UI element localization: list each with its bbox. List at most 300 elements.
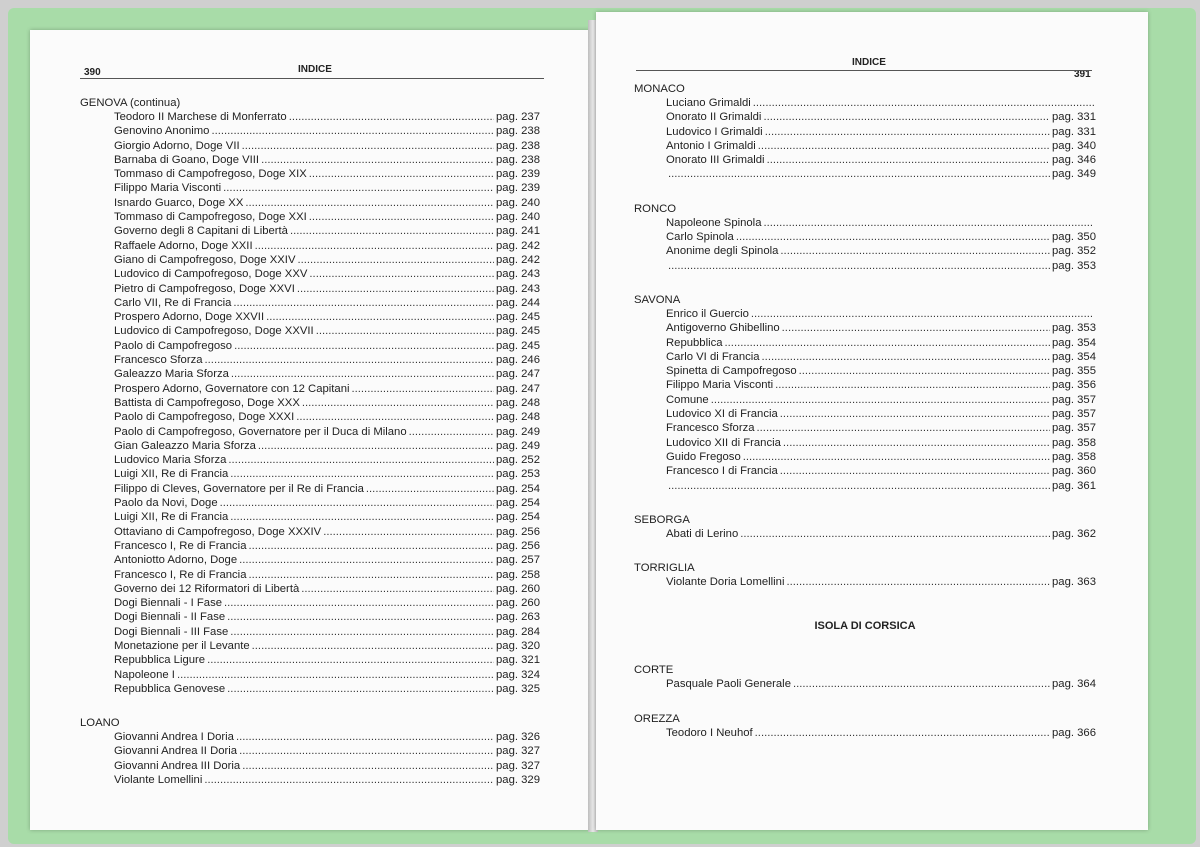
entry-page: pag. 349 [1052,168,1096,181]
section-gap [634,692,1096,712]
index-entry [634,436,1096,450]
dot-leader [211,124,494,138]
index-entry [80,653,540,667]
dot-leader [780,244,1050,258]
dot-leader [743,450,1050,464]
entry-name: Onorato II Grimaldi [666,111,762,124]
entry-page: pag. 258 [496,568,540,581]
entry-name: Filippo di Cleves, Governatore per il Re di Francia [114,482,364,495]
entry-page: pag. 363 [1052,576,1096,589]
index-entry [634,393,1096,407]
index-entry [634,378,1096,392]
index-entry [80,239,540,253]
dot-leader [242,759,494,773]
index-entry [80,425,540,439]
entry-page: pag. 248 [496,396,540,409]
dot-leader [758,139,1050,153]
entry-page: pag. 358 [1052,450,1096,463]
entry-page: pag. 247 [496,382,540,395]
entry-name: Onorato III Grimaldi [666,154,765,167]
section-gap [634,589,1096,619]
dot-leader [224,596,494,610]
dot-leader [711,393,1050,407]
dot-leader [255,239,494,253]
section-gap [634,633,1096,663]
entry-name: Teodoro I Neuhof [666,726,753,739]
dot-leader [290,224,494,238]
entry-page: pag. 353 [1052,259,1096,272]
entry-name: Pietro di Campofregoso, Doge XXVI [114,282,295,295]
entry-page: pag. 254 [496,511,540,524]
entry-name: Antonio I Grimaldi [666,139,756,152]
entry-page: pag. 350 [1052,231,1096,244]
index-entry [634,479,1096,493]
index-entry [80,367,540,381]
section-gap [634,273,1096,293]
index-entry [634,216,1096,230]
entry-page: pag. 364 [1052,678,1096,691]
dot-leader [242,139,494,153]
dot-leader [204,773,494,787]
dot-leader [231,367,494,381]
dot-leader [227,682,494,696]
index-entry [80,124,540,138]
dot-leader [309,210,494,224]
entry-name: Ludovico XII di Francia [666,436,781,449]
dot-leader [782,321,1050,335]
index-entry [80,625,540,639]
dot-leader [245,196,494,210]
entry-page: pag. 242 [496,239,540,252]
index-entry [80,582,540,596]
dot-leader [780,407,1050,421]
dot-leader [755,726,1050,740]
entry-page: pag. 243 [496,268,540,281]
index-entry [634,336,1096,350]
index-entry [80,382,540,396]
section-gap [80,696,540,716]
entry-page: pag. 243 [496,282,540,295]
entry-page: pag. 240 [496,211,540,224]
index-entry [80,253,540,267]
dot-leader [793,677,1050,691]
entry-page: pag. 329 [496,774,540,787]
entry-name: Paolo di Campofregoso, Governatore per il Duca di Milano [114,425,407,438]
entry-page: pag. 246 [496,354,540,367]
index-entry [80,296,540,310]
entry-name: Gian Galeazzo Maria Sforza [114,439,256,452]
entry-page: pag. 253 [496,468,540,481]
index-entry [80,682,540,696]
entry-name: Antoniotto Adorno, Doge [114,554,238,567]
index-entry [634,407,1096,421]
dot-leader [780,464,1050,478]
entry-name: Ludovico I Grimaldi [666,125,763,138]
index-entry [80,596,540,610]
entry-page: pag. 238 [496,139,540,152]
dot-leader [233,296,494,310]
index-entry [80,668,540,682]
entry-name: Napoleone I [114,668,175,681]
left-page-number: 390 [84,67,101,78]
right-page-header: INDICE [852,57,886,68]
dot-leader [316,324,494,338]
section-title: GENOVA (continua) [80,97,181,109]
index-entry [80,730,540,744]
index-entry [80,510,540,524]
index-entry [80,139,540,153]
dot-leader [227,610,494,624]
index-entry [634,153,1096,167]
entry-name: Repubblica [666,336,723,349]
index-entry [634,464,1096,478]
dot-leader [230,625,494,639]
entry-name: Dogi Biennali - II Fase [114,611,226,624]
section-gap [634,493,1096,513]
dot-leader [248,539,494,553]
entry-page: pag. 260 [496,582,540,595]
dot-leader [309,167,494,181]
entry-page: pag. 360 [1052,465,1096,478]
entry-name: Francesco Sforza [666,422,755,435]
index-entry [80,282,540,296]
entry-page: pag. 327 [496,759,540,772]
index-entry [80,310,540,324]
entry-page: pag. 361 [1052,479,1096,492]
index-entry [80,353,540,367]
dot-leader [668,479,1050,493]
entry-page: pag. 326 [496,731,540,744]
index-entry [80,324,540,338]
index-entry [80,181,540,195]
dot-leader [297,282,494,296]
entry-name: Luigi XII, Re di Francia [114,511,229,524]
index-entry [634,677,1096,691]
dot-leader [302,396,494,410]
dot-leader [234,339,494,353]
entry-page: pag. 263 [496,611,540,624]
entry-page: pag. 321 [496,654,540,667]
entry-page: pag. 254 [496,482,540,495]
entry-page: pag. 352 [1052,245,1096,258]
entry-name: Monetazione per il Levante [114,639,250,652]
dot-leader [763,110,1050,124]
entry-page: pag. 260 [496,597,540,610]
index-entry [80,759,540,773]
dot-leader [301,582,494,596]
entry-page: pag. 249 [496,439,540,452]
dot-leader [228,453,494,467]
entry-page: pag. 284 [496,625,540,638]
index-entry [634,421,1096,435]
entry-name: Prospero Adorno, Doge XXVII [114,311,265,324]
dot-leader [765,125,1050,139]
entry-name: Giorgio Adorno, Doge VII [114,139,240,152]
entry-name: Teodoro II Marchese di Monferrato [114,111,287,123]
entry-page: pag. 327 [496,745,540,758]
entry-name: Filippo Maria Visconti [666,379,774,392]
right-header-rule [636,70,1092,71]
entry-name: Francesco I, Re di Francia [114,568,247,581]
left-page [30,30,590,830]
dot-leader [763,216,1094,230]
entry-page: pag. 240 [496,196,540,209]
dot-leader [725,336,1050,350]
index-entry [634,350,1096,364]
section-title: CORTE [634,664,674,677]
entry-page: pag. 356 [1052,379,1096,392]
entry-page: pag. 245 [496,311,540,324]
dot-leader [409,425,494,439]
entry-name: Dogi Biennali - I Fase [114,597,222,610]
index-entry [634,364,1096,378]
entry-name: Governo degli 8 Capitani di Libertà [114,225,288,238]
index-entry [634,321,1096,335]
dot-leader [753,96,1094,110]
index-entry [80,773,540,787]
entry-page: pag. 357 [1052,393,1096,406]
dot-leader [775,378,1050,392]
entry-name: Napoleone Spinola [666,216,762,229]
section-gap [634,182,1096,202]
entry-page: pag. 357 [1052,422,1096,435]
index-entry [80,467,540,481]
entry-name: Violante Lomellini [114,774,203,787]
index-entry [634,96,1096,110]
entry-page: pag. 254 [496,497,540,510]
dot-leader [266,310,494,324]
entry-name: Repubblica Genovese [114,682,226,695]
entry-name: Carlo VI di Francia [666,350,760,363]
section-title: ISOLA DI CORSICA [814,620,916,633]
index-entry [80,396,540,410]
entry-page: pag. 340 [1052,139,1096,152]
dot-leader [783,436,1050,450]
entry-page: pag. 238 [496,153,540,166]
entry-name: Genovino Anonimo [114,125,210,138]
entry-page: pag. 346 [1052,154,1096,167]
entry-page: pag. 331 [1052,111,1096,124]
entry-name: Luigi XII, Re di Francia [114,468,229,481]
index-entry [634,230,1096,244]
dot-leader [239,744,494,758]
entry-name: Ottaviano di Campofregoso, Doge XXXIV [114,525,322,538]
entry-page: pag. 353 [1052,322,1096,335]
entry-page: pag. 239 [496,168,540,181]
left-index-list [80,96,540,787]
dot-leader [799,364,1050,378]
index-entry [634,125,1096,139]
entry-name: Barnaba di Goano, Doge VIII [114,153,260,166]
entry-name: Governo dei 12 Riformatori di Libertà [114,582,300,595]
index-entry [634,450,1096,464]
entry-name: Violante Doria Lomellini [666,576,785,589]
entry-name: Giovanni Andrea II Doria [114,745,238,758]
dot-leader [740,527,1050,541]
index-entry [634,307,1096,321]
dot-leader [252,639,494,653]
index-entry [80,196,540,210]
entry-name: Carlo VII, Re di Francia [114,296,232,309]
dot-leader [767,153,1050,167]
entry-name: Pasquale Paoli Generale [666,678,791,691]
entry-page: pag. 239 [496,182,540,195]
dot-leader [323,525,494,539]
entry-name: Battista di Campofregoso, Doge XXX [114,396,300,409]
entry-name: Isnardo Guarco, Doge XX [114,196,244,209]
entry-page: pag. 331 [1052,125,1096,138]
dot-leader [786,575,1050,589]
entry-name: Guido Fregoso [666,450,741,463]
index-entry [634,139,1096,153]
entry-page: pag. 366 [1052,726,1096,739]
entry-page: pag. 358 [1052,436,1096,449]
entry-page: pag. 256 [496,525,540,538]
entry-name: Giovanni Andrea I Doria [114,731,234,744]
right-index-list [634,82,1096,740]
entry-page: pag. 325 [496,682,540,695]
entry-name: Paolo da Novi, Doge [114,497,218,510]
dot-leader [762,350,1050,364]
entry-page: pag. 244 [496,296,540,309]
index-entry [80,224,540,238]
index-entry [80,553,540,567]
dot-leader [220,496,494,510]
entry-page: pag. 238 [496,125,540,138]
entry-name: Repubblica Ligure [114,654,206,667]
dot-leader [236,730,494,744]
entry-name: Raffaele Adorno, Doge XXII [114,239,253,252]
index-entry [80,610,540,624]
entry-page: pag. 354 [1052,336,1096,349]
entry-name: Galeazzo Maria Sforza [114,368,229,381]
index-entry [634,527,1096,541]
dot-leader [230,510,494,524]
dot-leader [289,110,494,124]
entry-name: Ludovico di Campofregoso, Doge XXVII [114,325,314,338]
index-entry [634,110,1096,124]
dot-leader [223,181,494,195]
entry-page: pag. 248 [496,411,540,424]
entry-name: Ludovico XI di Francia [666,408,778,421]
dot-leader [366,482,494,496]
section-title: OREZZA [634,712,680,725]
dot-leader [230,467,494,481]
dot-leader [296,410,494,424]
section-title: LOANO [80,717,120,730]
index-entry [80,410,540,424]
section-title: SAVONA [634,293,681,306]
entry-page: pag. 354 [1052,350,1096,363]
section-title: RONCO [634,202,677,215]
index-entry [634,575,1096,589]
left-header-rule [80,78,544,79]
entry-page: pag. 245 [496,325,540,338]
dot-leader [297,253,494,267]
dot-leader [736,230,1050,244]
entry-name: Luciano Grimaldi [666,97,751,109]
dot-leader [261,153,494,167]
index-entry [80,439,540,453]
entry-name: Abati di Lerino [666,527,739,540]
entry-page: pag. 324 [496,668,540,681]
entry-name: Tommaso di Campofregoso, Doge XIX [114,168,307,181]
entry-name: Filippo Maria Visconti [114,182,222,195]
entry-page: pag. 256 [496,539,540,552]
entry-page: pag. 320 [496,639,540,652]
left-page-header: INDICE [298,64,332,75]
entry-page: pag. 357 [1052,408,1096,421]
dot-leader [757,421,1050,435]
entry-name: Anonime degli Spinola [666,245,779,258]
index-entry [80,339,540,353]
index-entry [80,267,540,281]
index-entry [80,496,540,510]
index-entry [80,210,540,224]
index-entry [80,568,540,582]
dot-leader [239,553,494,567]
dot-leader [258,439,494,453]
entry-page: pag. 362 [1052,527,1096,540]
entry-name: Francesco I, Re di Francia [114,539,247,552]
dot-leader [668,259,1050,273]
section-title: SEBORGA [634,513,690,526]
entry-name: Spinetta di Campofregoso [666,365,797,378]
entry-page: pag. 355 [1052,365,1096,378]
entry-name: Francesco Sforza [114,354,203,367]
dot-leader [309,267,494,281]
entry-page: pag. 242 [496,253,540,266]
index-entry [80,453,540,467]
index-entry [80,639,540,653]
index-entry [80,167,540,181]
index-entry [80,525,540,539]
right-page-number: 391 [1074,69,1091,80]
entry-name: Tommaso di Campofregoso, Doge XXI [114,211,307,224]
entry-name: Enrico il Guercio [666,307,749,320]
entry-name: Paolo di Campofregoso, Doge XXXI [114,411,295,424]
dot-leader [668,167,1050,181]
index-entry [634,259,1096,273]
index-entry [634,167,1096,181]
index-entry [80,744,540,758]
index-entry [634,726,1096,740]
right-page [596,12,1148,830]
dot-leader [205,353,494,367]
entry-name: Francesco I di Francia [666,465,778,478]
index-entry [80,110,540,124]
index-entry [80,153,540,167]
entry-name: Giano di Campofregoso, Doge XXIV [114,253,296,266]
entry-name: Comune [666,393,709,406]
entry-page: pag. 249 [496,425,540,438]
entry-name: Ludovico Maria Sforza [114,454,227,467]
entry-name: Dogi Biennali - III Fase [114,625,229,638]
dot-leader [177,668,494,682]
dot-leader [248,568,494,582]
section-title: MONACO [634,83,685,95]
dot-leader [207,653,494,667]
entry-page: pag. 241 [496,225,540,238]
section-title: TORRIGLIA [634,562,695,575]
entry-name: Paolo di Campofregoso [114,339,233,352]
entry-page: pag. 247 [496,368,540,381]
entry-page: pag. 257 [496,554,540,567]
index-entry [634,244,1096,258]
entry-name: Giovanni Andrea III Doria [114,759,241,772]
entry-name: Prospero Adorno, Governatore con 12 Capitani [114,382,350,395]
dot-leader [751,307,1094,321]
